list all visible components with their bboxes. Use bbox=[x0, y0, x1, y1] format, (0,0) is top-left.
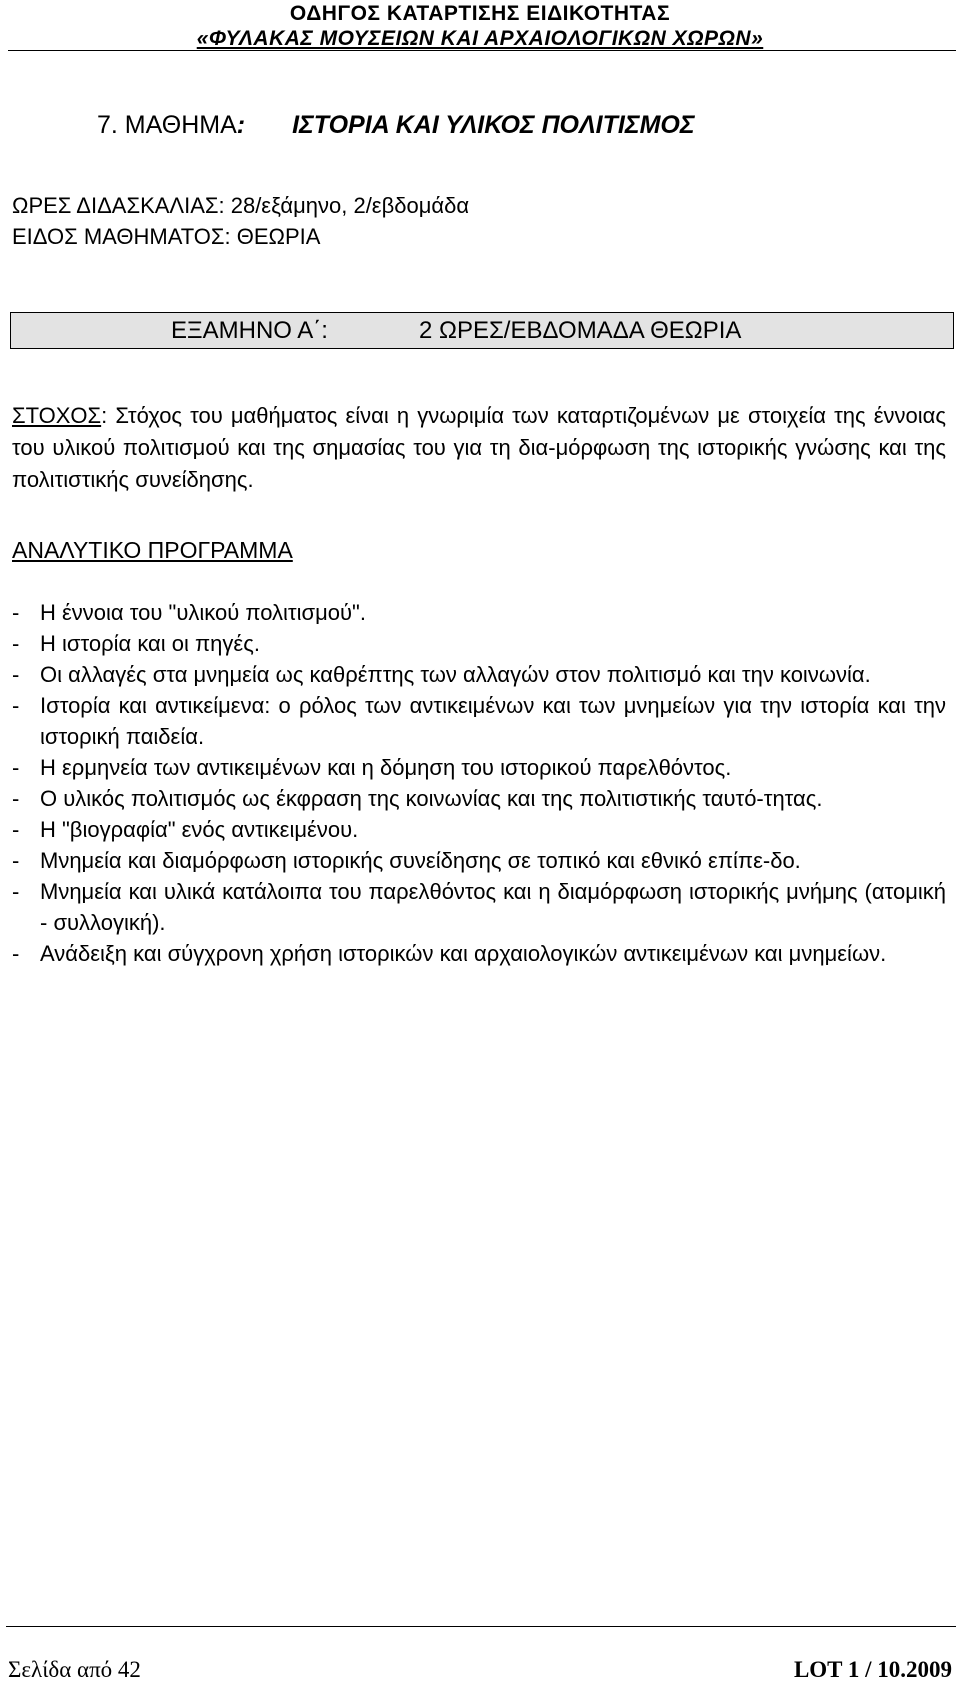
list-item: - Μνημεία και διαμόρφωση ιστορικής συνείδησης σε τοπικό και εθνικό επίπε-δο. bbox=[12, 848, 801, 873]
course-goal bbox=[12, 400, 946, 496]
program-title: ΑΝΑΛΥΤΙΚΟ ΠΡΟΓΡΑΜΜΑ bbox=[12, 537, 293, 563]
course-type: ΕΙΔΟΣ ΜΑΘΗΜΑΤΟΣ: ΘΕΩΡΙΑ bbox=[12, 224, 321, 249]
teaching-hours: ΩΡΕΣ ΔΙΔΑΣΚΑΛΙΑΣ: 28/εξάμηνο, 2/εβδομάδα bbox=[12, 193, 470, 218]
footer-divider bbox=[6, 1626, 956, 1627]
course-number: 7. ΜΑΘΗΜΑ bbox=[97, 111, 237, 139]
header-subtitle: «ΦΥΛΑΚΑΣ ΜΟΥΣΕΙΩΝ ΚΑΙ ΑΡΧΑΙΟΛΟΓΙΚΩΝ ΧΩΡΩΝ» bbox=[196, 27, 764, 50]
course-title bbox=[97, 111, 695, 140]
header-divider bbox=[8, 50, 956, 51]
goal-label: ΣΤΟΧΟΣ bbox=[12, 403, 102, 428]
list-item: - Μνημεία και υλικά κατάλοιπα του παρελθόντος και η διαμόρφωση ιστορικής μνήμης (ατομική - συλλογική). bbox=[12, 879, 946, 935]
page-number: Σελίδα από 42 bbox=[8, 1657, 141, 1682]
list-item: - Η ερμηνεία των αντικειμένων και η δόμηση του ιστορικού παρελθόντος. bbox=[12, 755, 732, 780]
course-colon: : bbox=[236, 111, 246, 139]
list-item: - Ο υλικός πολιτισμός ως έκφραση της κοινωνίας και της πολιτιστικής ταυτό-τητας. bbox=[12, 786, 823, 811]
list-item: - Ανάδειξη και σύγχρονη χρήση ιστορικών και αρχαιολογικών αντικειμένων και μνημείων. bbox=[12, 941, 887, 966]
goal-text: : Στόχος του μαθήματος είναι η γνωριμία των καταρτιζομένων με στοιχεία της έννοιας του υλικού πολιτισμού και της σημασίας του για τη δια-μόρφωση της ιστορικής γνώσης και της πολιτιστικής συνείδησης. bbox=[12, 403, 946, 492]
list-item: - Η έννοια του "υλικού πολιτισμού". bbox=[12, 600, 366, 625]
list-item: - Ιστορία και αντικείμενα: ο ρόλος των αντικειμένων και των μνημείων για την ιστορία και την ιστορική παιδεία. bbox=[12, 693, 946, 749]
list-item: - Η "βιογραφία" ενός αντικειμένου. bbox=[12, 817, 359, 842]
course-name: ΙΣΤΟΡΙΑ ΚΑΙ ΥΛΙΚΟΣ ΠΟΛΙΤΙΣΜΟΣ bbox=[292, 111, 695, 139]
semester-value: 2 ΩΡΕΣ/ΕΒΔΟΜΑΔΑ ΘΕΩΡΙΑ bbox=[419, 317, 742, 344]
semester-box bbox=[10, 312, 954, 349]
program-topics bbox=[12, 597, 946, 969]
document-version: LOT 1 / 10.2009 bbox=[793, 1657, 952, 1682]
semester-label: ΕΞΑΜΗΝΟ Α΄: bbox=[171, 317, 328, 344]
list-item: - Η ιστορία και οι πηγές. bbox=[12, 631, 260, 656]
list-item: - Οι αλλαγές στα μνημεία ως καθρέπτης των αλλαγών στον πολιτισμό και την κοινωνία. bbox=[12, 662, 871, 687]
header-title: ΟΔΗΓΟΣ ΚΑΤΑΡΤΙΣΗΣ ΕΙΔΙΚΟΤΗΤΑΣ bbox=[289, 2, 671, 25]
